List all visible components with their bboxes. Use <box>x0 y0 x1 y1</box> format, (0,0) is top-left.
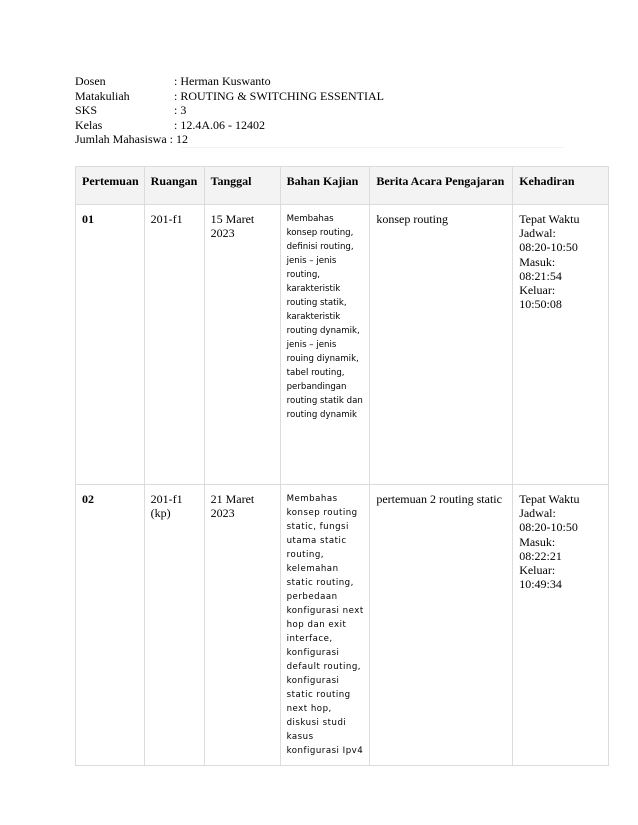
kehadiran-keluar-value: 10:49:34 <box>519 577 562 592</box>
sks-row <box>75 103 384 118</box>
pertemuan-cell: 02 <box>76 485 145 766</box>
berita-cell: pertemuan 2 routing static <box>370 485 513 766</box>
ruangan-cell: 201-f1 <box>144 205 204 485</box>
kehadiran-jadwal-value: 08:20-10:50 <box>519 240 578 255</box>
kehadiran-cell <box>513 485 609 766</box>
kehadiran-cell <box>513 205 609 485</box>
schedule-table <box>75 166 609 766</box>
kehadiran-masuk-value: 08:21:54 <box>519 268 562 283</box>
dosen-label: Dosen <box>75 74 106 88</box>
kehadiran-masuk-value: 08:22:21 <box>519 548 562 563</box>
kehadiran-status: Tepat Waktu <box>519 212 580 226</box>
kehadiran-keluar-label: Keluar: <box>519 563 556 578</box>
column-header-pertemuan: Pertemuan <box>76 167 145 205</box>
kehadiran-status: Tepat Waktu <box>519 492 580 506</box>
kehadiran-keluar-label: Keluar: <box>519 283 556 298</box>
kehadiran-jadwal-value: 08:20-10:50 <box>519 520 578 535</box>
table-header-row <box>76 167 609 205</box>
jumlah-row <box>75 132 384 147</box>
dosen-value: : Herman Kuswanto <box>174 74 271 88</box>
matakuliah-value: : ROUTING & SWITCHING ESSENTIAL <box>174 88 384 103</box>
dosen-row <box>75 74 384 89</box>
column-header-bahan: Bahan Kajian <box>280 167 370 205</box>
kehadiran-jadwal-label: Jadwal: <box>519 506 556 521</box>
pertemuan-cell: 01 <box>76 205 145 485</box>
kelas-label: Kelas <box>75 117 103 132</box>
matakuliah-label: Matakuliah <box>75 88 130 103</box>
sks-label: SKS <box>75 103 98 118</box>
table-row <box>76 485 609 766</box>
tanggal-cell: 21 Maret 2023 <box>204 485 280 766</box>
berita-cell: konsep routing <box>370 205 513 485</box>
column-header-kehadiran: Kehadiran <box>513 167 609 205</box>
sks-value: : 3 <box>174 103 187 118</box>
column-header-tanggal: Tanggal <box>204 167 280 205</box>
divider <box>180 147 564 148</box>
kelas-value: : 12.4A.06 - 12402 <box>174 117 265 132</box>
bahan-cell: Membahas konsep routing static, fungsi utama static routing, kelemahan static routing, perbedaan konfigurasi next hop dan exit interface, konfigurasi default routing, konfigurasi static routing next hop, diskusi studi kasus konfigurasi Ipv4 <box>280 485 370 766</box>
kehadiran-jadwal-label: Jadwal: <box>519 226 556 241</box>
column-header-berita: Berita Acara Pengajaran <box>370 167 513 205</box>
ruangan-cell: 201-f1 (kp) <box>144 485 204 766</box>
jumlah-value: : 12 <box>169 132 188 147</box>
kehadiran-masuk-label: Masuk: <box>519 254 556 269</box>
course-info <box>75 74 384 147</box>
bahan-cell: Membahas konsep routing, definisi routing, jenis – jenis routing, karakteristik routing statik, karakteristik routing dynamik, jenis – jenis rouing diynamik, tabel routing, perbandingan routing statik dan routing dynamik <box>280 205 370 485</box>
kehadiran-keluar-value: 10:50:08 <box>519 297 562 312</box>
table-row <box>76 205 609 485</box>
kehadiran-masuk-label: Masuk: <box>519 534 556 549</box>
kelas-row <box>75 118 384 133</box>
column-header-ruangan: Ruangan <box>144 167 204 205</box>
jumlah-label: Jumlah Mahasiswa <box>75 132 167 147</box>
matakuliah-row <box>75 89 384 104</box>
tanggal-cell: 15 Maret 2023 <box>204 205 280 485</box>
